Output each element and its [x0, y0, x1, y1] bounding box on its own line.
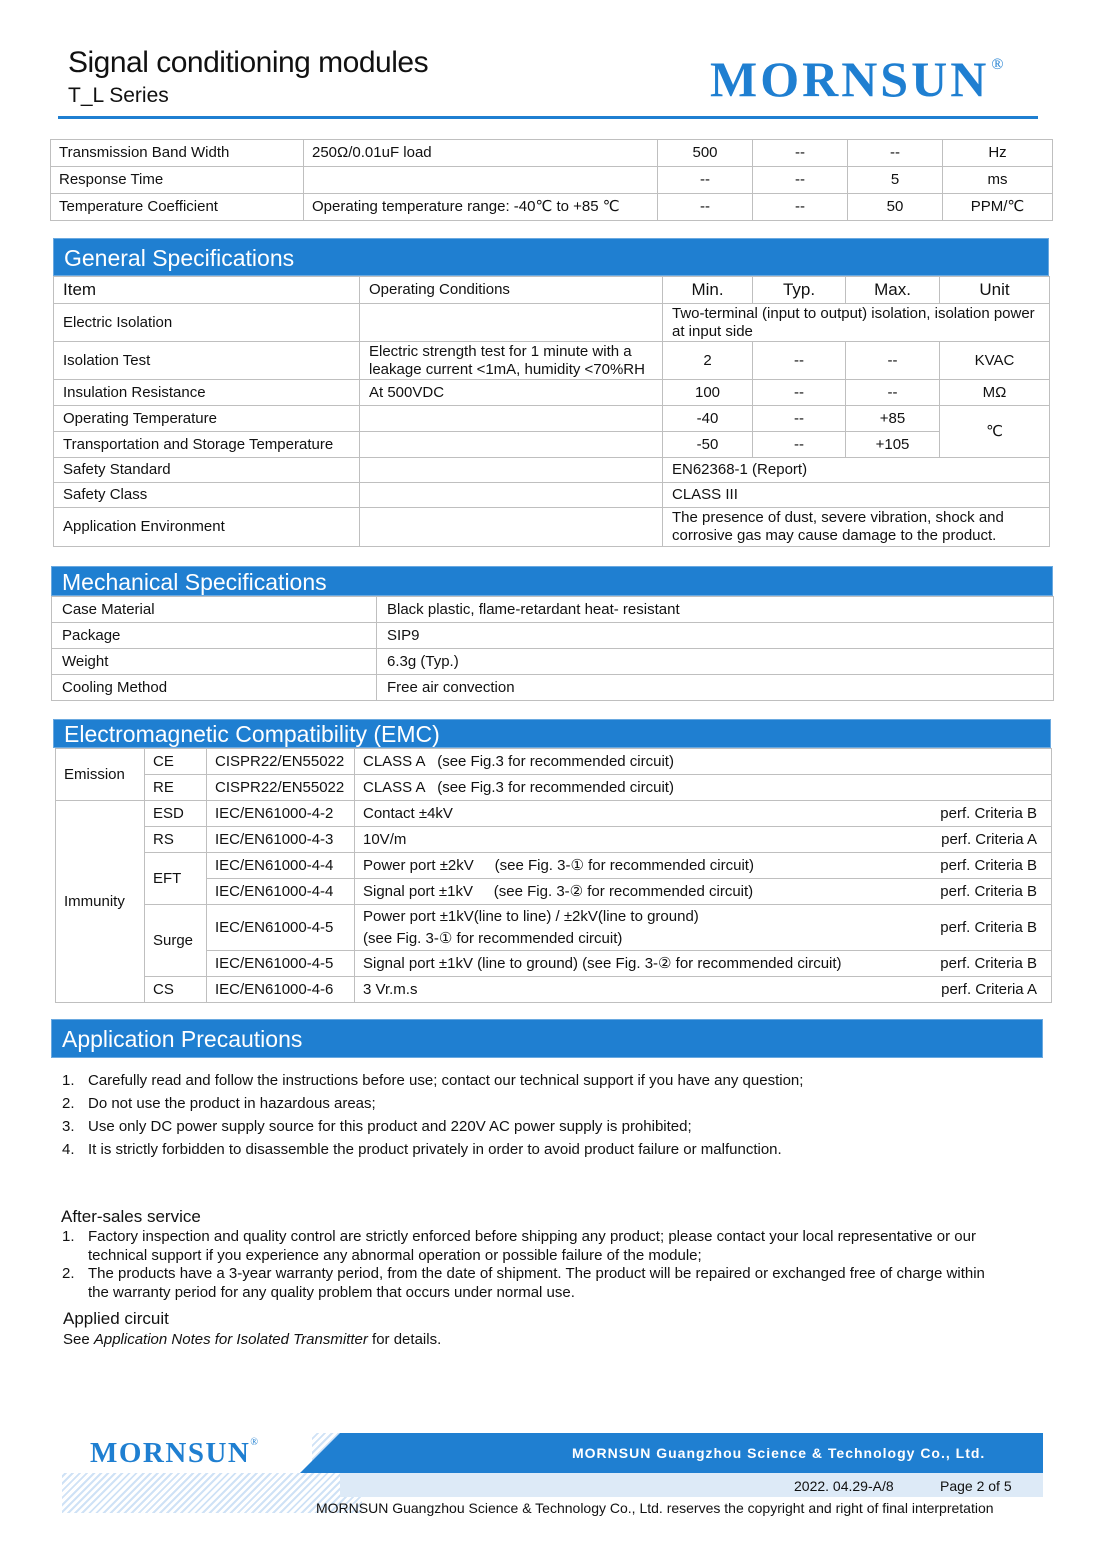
typ-cell: --: [753, 342, 846, 380]
table-row: [54, 508, 1050, 547]
typ-cell: --: [753, 167, 848, 194]
immunity-label: Immunity: [56, 801, 145, 1003]
emc-desc-cell: [355, 853, 1052, 879]
value-cell: Black plastic, flame-retardant heat- resistant: [377, 597, 1054, 623]
list-number: 1.: [62, 1072, 75, 1089]
mechanical-specs-table: [51, 596, 1054, 701]
logo-text: MORNSUN: [90, 1437, 251, 1469]
max-cell: --: [846, 380, 940, 406]
emc-type-cell: RS: [145, 827, 207, 853]
emc-table: [55, 748, 1052, 1003]
max-cell: +105: [846, 432, 940, 458]
emc-standard-cell: CISPR22/EN55022: [207, 749, 355, 775]
value-cell: 6.3g (Typ.): [377, 649, 1054, 675]
list-item: [62, 1141, 782, 1158]
item-cell: Case Material: [52, 597, 377, 623]
table-row: [52, 597, 1054, 623]
list-number: 1.: [62, 1228, 75, 1245]
item-cell: Operating Temperature: [54, 406, 360, 432]
value-cell: The presence of dust, severe vibration, shock and corrosive gas may cause damage to the product.: [663, 508, 1050, 547]
header-max: Max.: [846, 277, 940, 304]
item-cell: Temperature Coefficient: [51, 194, 304, 221]
min-cell: 500: [658, 140, 753, 167]
condition-cell: [360, 483, 663, 508]
emc-desc-cell: [355, 879, 1052, 905]
emc-standard-cell: IEC/EN61000-4-6: [207, 977, 355, 1003]
emc-type-cell: EFT: [145, 853, 207, 905]
min-cell: --: [658, 167, 753, 194]
condition-cell: [360, 508, 663, 547]
applied-circuit-text: [63, 1331, 441, 1348]
condition-cell: [360, 304, 663, 342]
header-item: Item: [54, 277, 360, 304]
emc-type-cell: CE: [145, 749, 207, 775]
table-row: [51, 194, 1053, 221]
item-cell: Electric Isolation: [54, 304, 360, 342]
condition-cell: [304, 167, 658, 194]
unit-cell: ms: [943, 167, 1053, 194]
max-cell: 50: [848, 194, 943, 221]
logo-text: MORNSUN: [710, 51, 990, 107]
value-cell: Two-terminal (input to output) isolation, isolation power at input side: [663, 304, 1050, 342]
series-name: T_L Series: [68, 84, 169, 107]
item-cell: Application Environment: [54, 508, 360, 547]
precautions-heading: Application Precautions: [51, 1019, 1043, 1058]
table-header-row: [54, 277, 1050, 304]
brand-logo: [710, 50, 1006, 108]
unit-cell: Hz: [943, 140, 1053, 167]
unit-cell: PPM/℃: [943, 194, 1053, 221]
item-cell: Package: [52, 623, 377, 649]
emission-label: Emission: [56, 749, 145, 801]
text-pre: See: [63, 1331, 94, 1348]
emc-standard-cell: IEC/EN61000-4-5: [207, 905, 355, 951]
emc-type-cell: Surge: [145, 905, 207, 977]
item-cell: Safety Class: [54, 483, 360, 508]
perf-criteria: perf. Criteria B: [940, 856, 1037, 874]
emc-desc-text: 10V/m: [363, 830, 407, 848]
condition-cell: [360, 458, 663, 483]
footer-company: MORNSUN Guangzhou Science & Technology Co., Ltd.: [572, 1445, 986, 1461]
condition-cell: [360, 432, 663, 458]
header-typ: Typ.: [753, 277, 846, 304]
applied-circuit-heading: Applied circuit: [63, 1309, 169, 1328]
emc-standard-cell: IEC/EN61000-4-3: [207, 827, 355, 853]
typ-cell: --: [753, 432, 846, 458]
perf-criteria: perf. Criteria A: [941, 980, 1037, 998]
value-cell: EN62368-1 (Report): [663, 458, 1050, 483]
emc-type-cell: ESD: [145, 801, 207, 827]
table-row: [52, 649, 1054, 675]
condition-cell: Operating temperature range: -40℃ to +85 ℃: [304, 194, 658, 221]
value-cell: Free air convection: [377, 675, 1054, 701]
list-number: 4.: [62, 1141, 75, 1158]
item-cell: Transportation and Storage Temperature: [54, 432, 360, 458]
emc-heading: Electromagnetic Compatibility (EMC): [53, 719, 1051, 748]
header-unit: Unit: [940, 277, 1050, 304]
typ-cell: --: [753, 380, 846, 406]
item-cell: Weight: [52, 649, 377, 675]
emc-standard-cell: IEC/EN61000-4-2: [207, 801, 355, 827]
list-item: [62, 1072, 803, 1089]
table-row: [54, 380, 1050, 406]
perf-criteria: perf. Criteria B: [940, 918, 1037, 936]
table-row: [54, 458, 1050, 483]
unit-cell: ℃: [940, 406, 1050, 458]
after-sales-heading: After-sales service: [61, 1207, 201, 1226]
footer-copyright: MORNSUN Guangzhou Science & Technology Co., Ltd. reserves the copyright and right of final interpretation: [316, 1500, 994, 1516]
registered-mark: ®: [250, 1437, 260, 1448]
emc-desc-cell: CLASS A (see Fig.3 for recommended circuit): [355, 775, 1052, 801]
table-row: [54, 406, 1050, 432]
perf-criteria: perf. Criteria B: [940, 954, 1037, 972]
list-item: [62, 1095, 376, 1112]
emc-desc-text: Power port ±2kV (see Fig. 3-① for recommended circuit): [363, 856, 754, 874]
mechanical-specs-heading: Mechanical Specifications: [51, 566, 1053, 596]
item-cell: Isolation Test: [54, 342, 360, 380]
emc-desc-text: 3 Vr.m.s: [363, 980, 418, 998]
condition-cell: 250Ω/0.01uF load: [304, 140, 658, 167]
list-item: [62, 1265, 985, 1282]
emc-desc-text: Contact ±4kV: [363, 804, 453, 822]
transmission-spec-table: [50, 139, 1053, 221]
max-cell: --: [848, 140, 943, 167]
table-row: [56, 905, 1052, 951]
item-cell: Cooling Method: [52, 675, 377, 701]
condition-cell: Electric strength test for 1 minute with a leakage current <1mA, humidity <70%RH: [360, 342, 663, 380]
emc-desc-cell: [355, 827, 1052, 853]
table-row: [56, 977, 1052, 1003]
emc-type-cell: CS: [145, 977, 207, 1003]
typ-cell: --: [753, 140, 848, 167]
list-text: The products have a 3-year warranty period, from the date of shipment. The product will be repaired or exchanged free of charge within: [88, 1265, 985, 1282]
application-notes-ref: Application Notes for Isolated Transmitter: [93, 1331, 368, 1348]
table-row: [56, 827, 1052, 853]
header-min: Min.: [663, 277, 753, 304]
item-cell: Transmission Band Width: [51, 140, 304, 167]
table-row: [54, 304, 1050, 342]
list-number: 2.: [62, 1265, 75, 1282]
footer-logo: [90, 1437, 259, 1470]
item-cell: Response Time: [51, 167, 304, 194]
value-cell: CLASS III: [663, 483, 1050, 508]
perf-criteria: perf. Criteria B: [940, 804, 1037, 822]
table-row: [52, 623, 1054, 649]
min-cell: --: [658, 194, 753, 221]
list-text: Carefully read and follow the instructions before use; contact our technical support if you have any question;: [88, 1072, 804, 1089]
header-divider: [58, 116, 1038, 119]
condition-cell: At 500VDC: [360, 380, 663, 406]
page-number: Page 2 of 5: [940, 1478, 1012, 1494]
table-row: [54, 342, 1050, 380]
min-cell: 2: [663, 342, 753, 380]
registered-mark: ®: [991, 56, 1007, 73]
list-continuation: technical support if you experience any abnormal operation or possible failure of the module;: [88, 1247, 702, 1264]
emc-standard-cell: IEC/EN61000-4-4: [207, 853, 355, 879]
item-cell: Insulation Resistance: [54, 380, 360, 406]
emc-type-cell: RE: [145, 775, 207, 801]
emc-desc-text: Signal port ±1kV (line to ground) (see Fig. 3-② for recommended circuit): [363, 954, 842, 972]
list-text: Factory inspection and quality control are strictly enforced before shipping any product; please contact your local representative or our: [88, 1228, 976, 1245]
max-cell: --: [846, 342, 940, 380]
typ-cell: --: [753, 194, 848, 221]
perf-criteria: perf. Criteria A: [941, 830, 1037, 848]
emc-desc-line: (see Fig. 3-① for recommended circuit): [363, 929, 623, 947]
condition-cell: [360, 406, 663, 432]
footer-info-strip: [340, 1473, 1043, 1497]
table-row: [56, 775, 1052, 801]
item-cell: Safety Standard: [54, 458, 360, 483]
max-cell: +85: [846, 406, 940, 432]
footer-date: 2022. 04.29-A/8: [794, 1478, 894, 1494]
emc-desc-cell: [355, 905, 1052, 951]
emc-desc-cell: [355, 801, 1052, 827]
table-row: [56, 749, 1052, 775]
typ-cell: --: [753, 406, 846, 432]
header-conditions: Operating Conditions: [360, 277, 663, 304]
min-cell: -50: [663, 432, 753, 458]
general-specs-table: [53, 276, 1050, 547]
list-item: [62, 1118, 692, 1135]
emc-standard-cell: CISPR22/EN55022: [207, 775, 355, 801]
emc-standard-cell: IEC/EN61000-4-4: [207, 879, 355, 905]
min-cell: 100: [663, 380, 753, 406]
table-row: [51, 140, 1053, 167]
table-row: [52, 675, 1054, 701]
unit-cell: KVAC: [940, 342, 1050, 380]
max-cell: 5: [848, 167, 943, 194]
emc-desc-line: Power port ±1kV(line to line) / ±2kV(line to ground): [363, 907, 699, 925]
table-row: [56, 801, 1052, 827]
list-continuation: the warranty period for any quality problem that occurs under normal use.: [88, 1284, 575, 1301]
list-text: Use only DC power supply source for this product and 220V AC power supply is prohibited;: [88, 1118, 692, 1135]
table-row: [54, 483, 1050, 508]
page-title: Signal conditioning modules: [68, 46, 429, 79]
min-cell: -40: [663, 406, 753, 432]
emc-desc-cell: [355, 977, 1052, 1003]
emc-standard-cell: IEC/EN61000-4-5: [207, 951, 355, 977]
list-item: [62, 1228, 976, 1245]
emc-desc-cell: CLASS A (see Fig.3 for recommended circuit): [355, 749, 1052, 775]
emc-desc-cell: [355, 951, 1052, 977]
value-cell: SIP9: [377, 623, 1054, 649]
list-number: 3.: [62, 1118, 75, 1135]
emc-desc-text: Signal port ±1kV (see Fig. 3-② for recommended circuit): [363, 882, 754, 900]
perf-criteria: perf. Criteria B: [940, 882, 1037, 900]
general-specs-heading: General Specifications: [53, 238, 1049, 276]
table-row: [51, 167, 1053, 194]
list-text: Do not use the product in hazardous areas;: [88, 1095, 376, 1112]
list-number: 2.: [62, 1095, 75, 1112]
text-post: for details.: [367, 1331, 442, 1348]
list-text: It is strictly forbidden to disassemble the product privately in order to avoid product failure or malfunction.: [88, 1141, 782, 1158]
table-row: [54, 432, 1050, 458]
table-row: [56, 853, 1052, 879]
unit-cell: MΩ: [940, 380, 1050, 406]
